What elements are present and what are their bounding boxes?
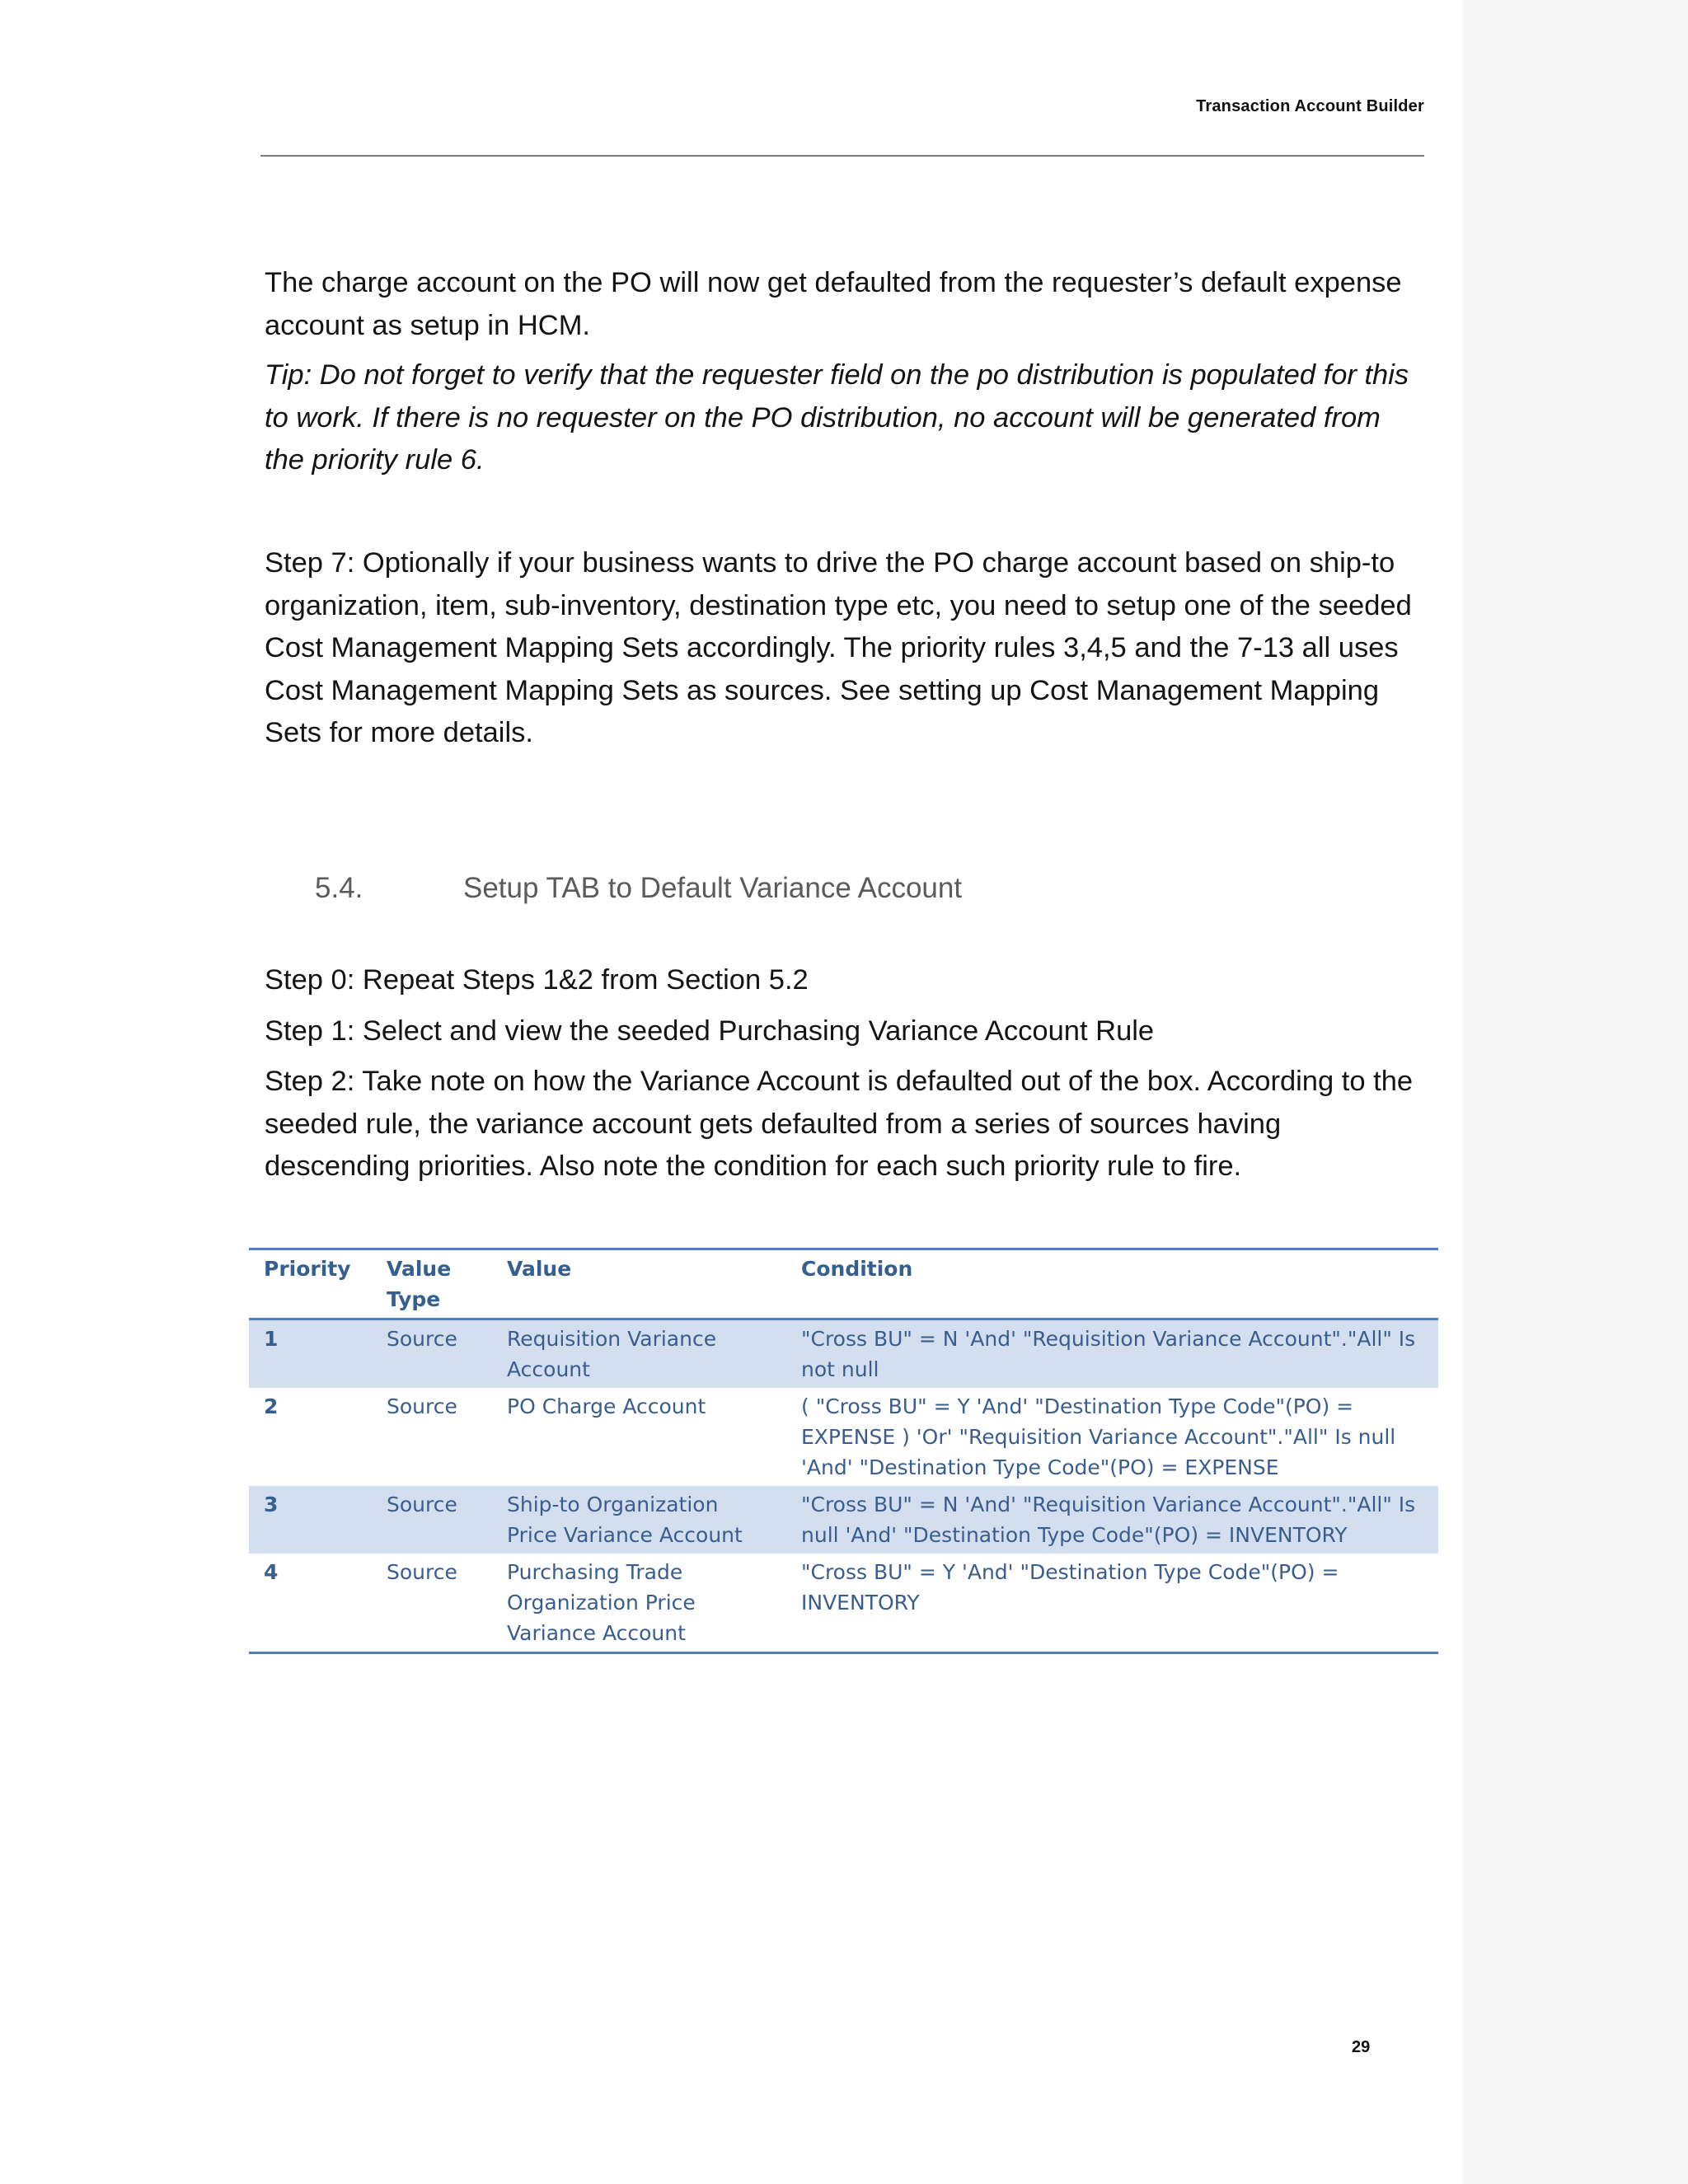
cell-value-type: Source — [372, 1486, 492, 1554]
header-value: Value — [492, 1249, 786, 1319]
cell-value: Purchasing Trade Organization Price Variance Account — [507, 1560, 696, 1645]
page-header — [260, 97, 1424, 157]
tip-paragraph: Tip: Do not forget to verify that the requester field on the po distribution is populated for this to work. If there is no requester on the PO distribution, no account will be generated from the priority rule 6. — [265, 359, 1409, 476]
step7-block — [265, 542, 1418, 755]
cell-condition: ( "Cross BU" = Y 'And' "Destination Type Code"(PO) = EXPENSE ) 'Or' "Requisition Variance Account"."All" Is null 'And' "Destination Type Code"(PO) = EXPENSE — [801, 1394, 1396, 1479]
paragraph-charge-account: The charge account on the PO will now get defaulted from the requester’s default expense account as setup in HCM. — [265, 267, 1402, 341]
header-priority: Priority — [249, 1249, 372, 1319]
step1-text: Step 1: Select and view the seeded Purchasing Variance Account Rule — [265, 1015, 1155, 1047]
table-row — [249, 1554, 1438, 1653]
steps-block — [265, 959, 1418, 1188]
cell-value: Ship-to Organization Price Variance Account — [492, 1486, 786, 1554]
cell-priority: 3 — [249, 1486, 372, 1554]
cell-value: PO Charge Account — [507, 1394, 706, 1418]
step7-paragraph: Step 7: Optionally if your business wants to drive the PO charge account based on ship-to organization, item, sub-inventory, destination type etc, you need to setup one of the seeded Cost Management Mapping Sets accordingly. The priority rules 3,4,5 and the 7-13 all uses Cost Management Mapping Sets as sources. See setting up Cost Management Mapping Sets for more details. — [265, 547, 1412, 748]
table-row — [249, 1388, 1438, 1486]
cell-value: Requisition Variance Account — [492, 1319, 786, 1389]
cell-condition: "Cross BU" = N 'And' "Requisition Variance Account"."All" Is null 'And' "Destination Type Code"(PO) = INVENTORY — [786, 1486, 1438, 1554]
table-row — [249, 1486, 1438, 1554]
header-value-type: Value Type — [372, 1249, 492, 1319]
section-number: 5.4. — [315, 872, 363, 904]
header-condition: Condition — [786, 1249, 1438, 1319]
cell-condition: "Cross BU" = Y 'And' "Destination Type Code"(PO) = INVENTORY — [801, 1560, 1339, 1615]
page-number: 29 — [1352, 2038, 1371, 2056]
cell-value-type: Source — [387, 1560, 457, 1584]
intro-block — [265, 262, 1418, 482]
cell-priority: 2 — [264, 1394, 279, 1418]
cell-priority: 1 — [249, 1319, 372, 1389]
step2-text: Step 2: Take note on how the Variance Account is defaulted out of the box. According to the seeded rule, the variance account gets defaulted from a series of sources having descending priorities. Also note the condition for each such priority rule to fire. — [265, 1066, 1414, 1182]
step0-text: Step 0: Repeat Steps 1&2 from Section 5.2 — [265, 964, 809, 996]
table-header-row — [249, 1249, 1438, 1319]
page-edge-shade — [1463, 0, 1688, 2184]
cell-value-type: Source — [372, 1319, 492, 1389]
section-heading — [315, 872, 962, 905]
cell-condition: "Cross BU" = N 'And' "Requisition Variance Account"."All" Is not null — [786, 1319, 1438, 1389]
variance-rules-table — [249, 1248, 1438, 1654]
cell-priority: 4 — [264, 1560, 279, 1584]
section-title: Setup TAB to Default Variance Account — [463, 872, 963, 904]
table-row — [249, 1319, 1438, 1389]
cell-value-type: Source — [387, 1394, 457, 1418]
header-title: Transaction Account Builder — [1196, 97, 1424, 115]
